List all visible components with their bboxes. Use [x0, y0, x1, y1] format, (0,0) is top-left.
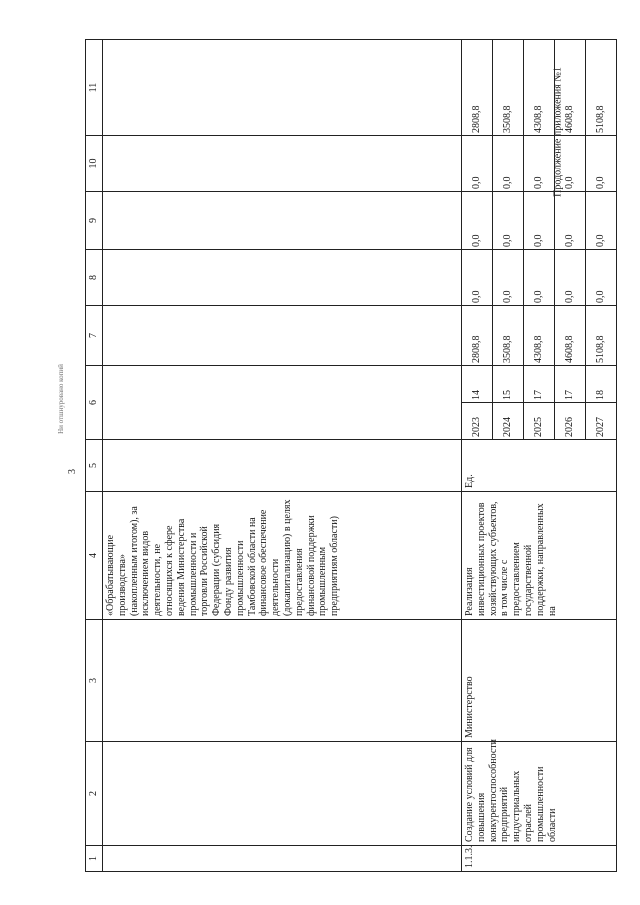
col-header-8: 8 — [86, 250, 103, 306]
funding-value: 3508,8 — [493, 306, 524, 365]
cell-empty — [103, 40, 462, 136]
funding-col-11 — [462, 40, 617, 136]
funding-col-10 — [462, 136, 617, 192]
col-header-1: 1 — [86, 846, 103, 872]
funding-col-8 — [462, 250, 617, 306]
col-header-11: 11 — [86, 40, 103, 136]
cell-empty — [103, 742, 462, 846]
funding-col-10-values — [462, 136, 616, 191]
year: 2024 — [493, 403, 524, 440]
funding-value: 0,0 — [462, 192, 493, 249]
corner-handwritten-text: Ни отшнуровано копий — [56, 364, 65, 434]
funding-value: 0,0 — [595, 290, 607, 303]
cell-empty — [103, 136, 462, 192]
appendix-table — [85, 39, 617, 872]
target-value: 17 — [524, 366, 555, 403]
funding-value: 5108,8 — [595, 335, 607, 363]
funding-value: 4608,8 — [555, 306, 586, 365]
col-header-5: 5 — [86, 440, 103, 492]
funding-value: 0,0 — [524, 192, 555, 249]
col-header-7: 7 — [86, 306, 103, 366]
funding-value: 0,0 — [595, 234, 607, 247]
funding-value: 0,0 — [555, 250, 586, 305]
row-number: 1.1.3. — [462, 846, 617, 872]
page-number: 3 — [67, 469, 78, 474]
funding-value: 4308,8 — [524, 306, 555, 365]
funding-value: 0,0 — [462, 250, 493, 305]
funding-value: 0,0 — [493, 136, 524, 191]
funding-col-8-values — [462, 250, 616, 305]
target-value: 17 — [555, 366, 586, 403]
col-header-10: 10 — [86, 136, 103, 192]
table-row — [103, 40, 462, 872]
cell-empty — [103, 366, 462, 440]
target-value: 15 — [493, 366, 524, 403]
indicator-cell: «Обрабатывающие производства» (накопленным итогом), за исключением видов деятельности, не относящихся к сфере ведения Министерства промышленности и торговли Российской Федерации (субсидия Фонду развития промышленности Тамбовской области на финансовое обеспечение деятельности (докапитализацию) в целях предоставления финансовой поддержки промышленным предприятиям области) — [103, 492, 462, 620]
col-header-2: 2 — [86, 742, 103, 846]
header-row — [86, 40, 103, 872]
cell-empty — [103, 846, 462, 872]
year-values-table — [462, 366, 616, 439]
funding-col-11-values — [462, 40, 616, 135]
funding-value: 4308,8 — [524, 40, 555, 135]
funding-value: 3508,8 — [493, 40, 524, 135]
funding-col-9-values — [462, 192, 616, 249]
cell-empty — [103, 250, 462, 306]
funding-value: 0,0 — [493, 192, 524, 249]
continuation-label-text: Продолжение приложения №1 — [552, 67, 564, 197]
indicator-cell: Реализация инвестиционных проектов хозяйствующих субъектов, в том числе с предоставлением государственной поддержки, направленных на — [462, 492, 617, 620]
year-values-cell — [462, 366, 617, 440]
funding-col-9 — [462, 192, 617, 250]
funding-value: 0,0 — [555, 136, 586, 191]
year: 2025 — [524, 403, 555, 440]
cell-empty — [103, 620, 462, 742]
year: 2026 — [555, 403, 586, 440]
funding-value: 0,0 — [555, 192, 586, 249]
funding-value: 2808,8 — [462, 306, 493, 365]
funding-value: 2808,8 — [462, 40, 493, 135]
col-header-9: 9 — [86, 192, 103, 250]
target-value: 18 — [595, 390, 607, 400]
executor: Министерство — [462, 620, 617, 742]
funding-value: 0,0 — [524, 136, 555, 191]
col-header-6: 6 — [86, 366, 103, 440]
table-row — [462, 40, 617, 872]
target-value: 14 — [462, 366, 493, 403]
funding-value: 4608,8 — [555, 40, 586, 135]
cell-empty — [103, 306, 462, 366]
funding-col-7 — [462, 306, 617, 366]
funding-value: 0,0 — [462, 136, 493, 191]
cell-empty — [103, 440, 462, 492]
year: 2023 — [462, 403, 493, 440]
col-header-3: 3 — [86, 620, 103, 742]
year: 2027 — [586, 403, 617, 440]
funding-value: 5108,8 — [595, 105, 607, 133]
funding-value: 0,0 — [524, 250, 555, 305]
unit-cell: Ед. — [462, 440, 617, 492]
funding-col-7-values — [462, 306, 616, 365]
funding-value: 0,0 — [595, 176, 607, 189]
cell-empty — [103, 192, 462, 250]
col-header-4: 4 — [86, 492, 103, 620]
funding-value: 0,0 — [493, 250, 524, 305]
measure-name: Создание условий для повышения конкурентоспособности предприятий индустриальных отраслей промышленности области — [462, 742, 617, 846]
